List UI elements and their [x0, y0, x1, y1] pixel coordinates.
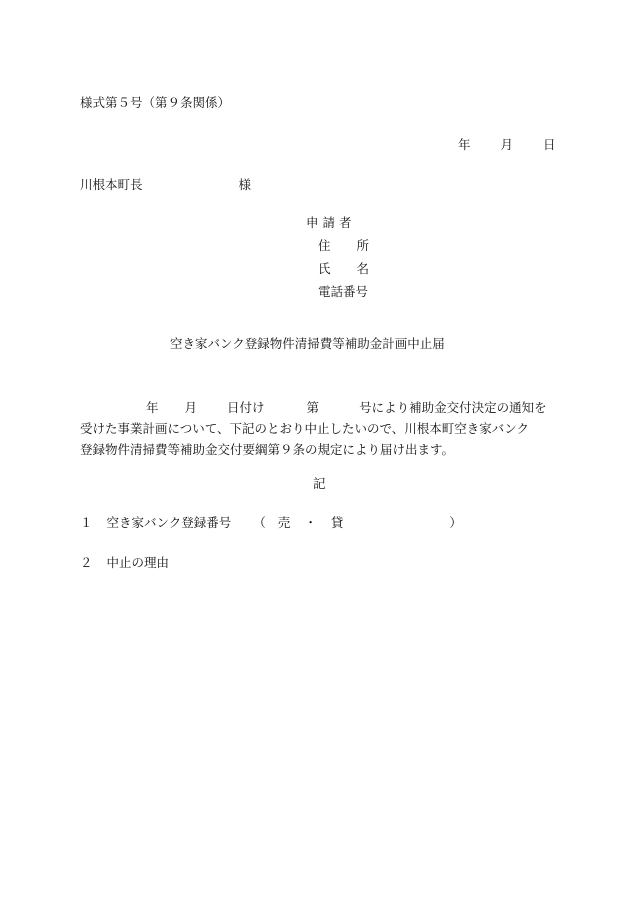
month-label: 月	[500, 137, 514, 152]
item-1-number: １	[80, 515, 93, 530]
item-2	[80, 557, 169, 570]
year-label: 年	[458, 137, 471, 152]
body-line-1: 年 月 日付け 第 号により補助金交付決定の通知を	[146, 400, 547, 415]
addressee-name: 川根本町長	[80, 177, 143, 192]
item-2-number: ２	[80, 555, 93, 570]
item-1-close-paren: ）	[449, 515, 462, 530]
applicant-phone-label: 電話番号	[318, 284, 369, 299]
document-title: 空き家バンク登録物件清掃費等補助金計画中止届	[170, 336, 445, 351]
ki-heading: 記	[313, 476, 326, 491]
form-number: 様式第５号（第９条関係）	[80, 95, 231, 110]
applicant-block	[306, 217, 369, 309]
applicant-heading: 申 請 者	[306, 215, 352, 230]
item-1	[80, 517, 462, 530]
body-line-2: 受けた事業計画について、下記のとおり中止したいので、川根本町空き家バンク	[80, 421, 530, 436]
applicant-address-label: 住 所	[318, 238, 370, 253]
body-line-3: 登録物件清掃費等補助金交付要綱第９条の規定により届け出ます。	[80, 442, 455, 457]
body-paragraph	[80, 397, 560, 460]
item-1-label: 空き家バンク登録番号	[106, 515, 232, 530]
addressee-honorific: 様	[238, 177, 252, 192]
item-1-sell: 売	[277, 515, 291, 530]
item-1-dot: ・	[304, 515, 317, 530]
applicant-name-label: 氏 名	[318, 261, 370, 276]
day-label: 日	[543, 137, 556, 152]
date-line	[458, 139, 556, 152]
item-1-rent: 貸	[330, 515, 344, 530]
item-2-label: 中止の理由	[106, 555, 170, 570]
item-1-open-paren: （	[253, 515, 266, 530]
addressee	[80, 179, 251, 192]
